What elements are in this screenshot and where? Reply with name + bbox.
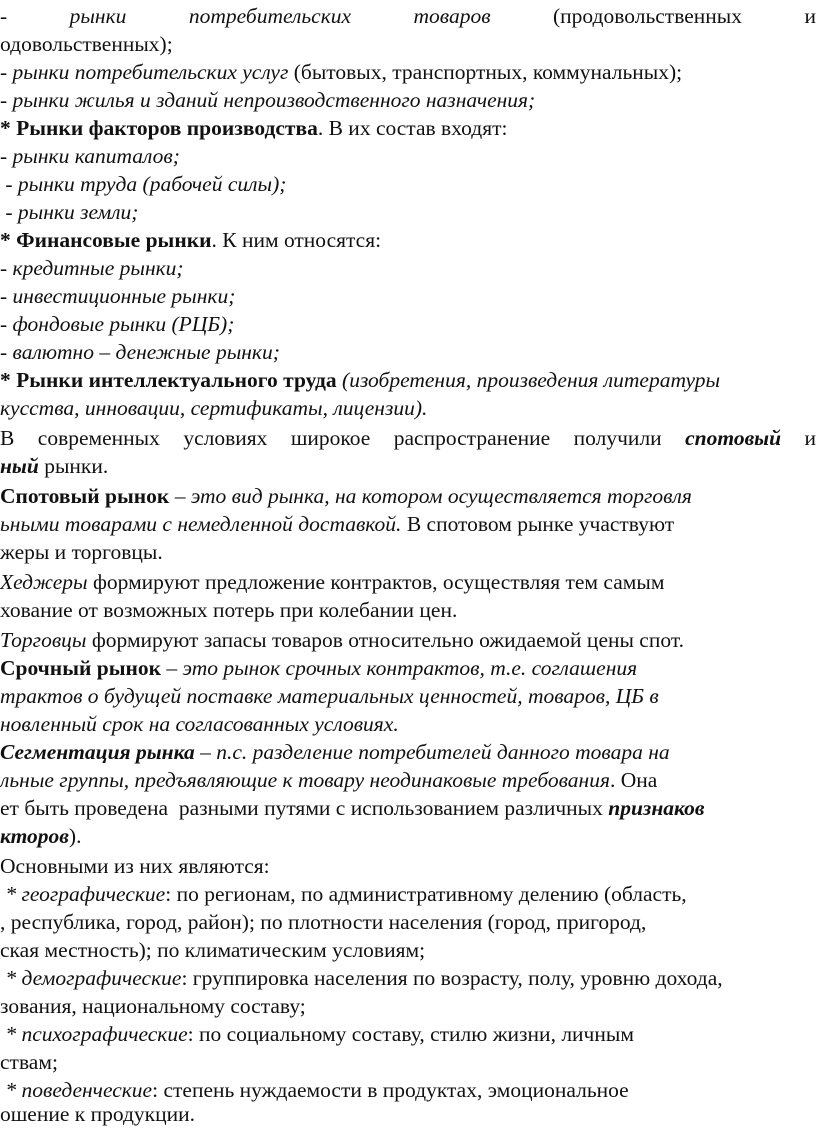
section-heading-line xyxy=(0,114,816,142)
text-line xyxy=(0,282,816,310)
list-item: - рынки труда (рабочей силы); xyxy=(0,172,287,196)
line-text-italic: – это рынок срочных контрактов, т.е. соглашения xyxy=(161,656,638,680)
text-line xyxy=(0,794,816,822)
term: ный xyxy=(0,454,39,478)
line-text: . Она xyxy=(609,768,658,792)
line-text: : степень нуждаемости в продуктах, эмоциональное xyxy=(152,1078,629,1102)
term: Торговцы xyxy=(0,628,87,652)
text-line xyxy=(0,1100,816,1128)
line-text-italic: трактов о будущей поставке материальных ценностей, товаров, ЦБ в xyxy=(0,684,659,708)
word: и xyxy=(804,4,816,28)
line-text: одовольственных); xyxy=(0,32,173,56)
line-text: ). xyxy=(68,824,82,848)
list-item: - рынки капиталов; xyxy=(0,144,180,168)
text-line xyxy=(0,30,816,58)
list-item: - валютно – денежные рынки; xyxy=(0,340,280,364)
term: Спотовый рынок xyxy=(0,484,170,508)
text-line xyxy=(0,852,816,880)
text-line xyxy=(0,822,816,850)
list-item: - фондовые рынки (РЦБ); xyxy=(0,312,235,336)
line-text: зования, национальному составу; xyxy=(0,994,306,1018)
text-line xyxy=(0,58,816,86)
text-line xyxy=(0,142,816,170)
text-line xyxy=(0,170,816,198)
section-heading-line xyxy=(0,226,816,254)
term: * психографические xyxy=(0,1022,188,1046)
word: и xyxy=(804,426,816,450)
text-line xyxy=(0,682,816,710)
text-line xyxy=(0,482,816,510)
text-line xyxy=(0,710,816,738)
line-text-italic: - рынки потребительских услуг xyxy=(0,60,289,84)
text-line xyxy=(0,1048,816,1076)
text-line xyxy=(0,86,816,114)
text-line xyxy=(0,766,816,794)
text-line xyxy=(0,2,816,30)
text-line xyxy=(0,596,816,624)
line-text: . К ним относятся: xyxy=(211,228,382,252)
line-text: формируют запасы товаров относительно ожидаемой цены спот. xyxy=(86,628,684,652)
line-text-italic: ьными товарами с немедленной доставкой. xyxy=(0,512,402,536)
line-text-italic: – п.с. разделение потребителей данного товара на xyxy=(194,740,670,764)
list-item: - кредитные рынки; xyxy=(0,256,184,280)
line-text: ствам; xyxy=(0,1050,58,1074)
line-text: жеры и торговцы. xyxy=(0,540,163,564)
line-text-italic: кусства, инновации, сертификаты, лицензии). xyxy=(0,396,428,420)
line-text-italic: (изобретения, произведения литературы xyxy=(336,368,721,392)
text-line xyxy=(0,254,816,282)
line-text: ет быть проведена разными путями с использованием различных xyxy=(0,796,609,820)
line-text: : группировка населения по возрасту, полу, уровню дохода, xyxy=(181,966,723,990)
text-line xyxy=(0,394,816,422)
term: кторов xyxy=(0,824,69,848)
term: * демографические xyxy=(0,966,182,990)
line-text: : по регионам, по административному делению (область, xyxy=(165,882,687,906)
text-line xyxy=(0,424,816,452)
line-text: ошение к продукции. xyxy=(0,1102,196,1126)
term: Хеджеры xyxy=(0,570,88,594)
text-line xyxy=(0,198,816,226)
line-text: рынки. xyxy=(38,454,109,478)
term: признаков xyxy=(608,796,705,820)
text-line xyxy=(0,310,816,338)
text-line xyxy=(0,452,816,480)
text-line xyxy=(0,338,816,366)
word: (продовольственных xyxy=(553,4,742,28)
line-text: хование от возможных потерь при колебании цен. xyxy=(0,598,458,622)
word: получили xyxy=(573,426,662,450)
text-line xyxy=(0,908,816,936)
text-line xyxy=(0,654,816,682)
line-text: формируют предложение контрактов, осуществляя тем самым xyxy=(87,570,665,594)
line-text-italic: – это вид рынка, на котором осуществляется торговля xyxy=(169,484,692,508)
list-item: - инвестиционные рынки; xyxy=(0,284,236,308)
term: Срочный рынок xyxy=(0,656,162,680)
term: Сегментация рынка xyxy=(0,740,195,764)
text-line xyxy=(0,538,816,566)
line-text: Основными из них являются: xyxy=(0,854,270,878)
text-line xyxy=(0,738,816,766)
line-text: , республика, город, район); по плотности населения (город, пригород, xyxy=(0,910,647,934)
text-line xyxy=(0,626,816,654)
word: спотовый xyxy=(685,426,782,450)
line-text-italic: - рынки жилья и зданий непроизводственного назначения; xyxy=(0,88,536,112)
word: распространение xyxy=(393,426,551,450)
word: потребительских xyxy=(188,4,352,28)
text-line xyxy=(0,964,816,992)
word: товаров xyxy=(413,4,491,28)
line-text: ская местность); по климатическим условиям; xyxy=(0,938,426,962)
line-text: (бытовых, транспортных, коммунальных); xyxy=(288,60,683,84)
word: - xyxy=(0,4,8,28)
line-text-italic: новленный срок на согласованных условиях. xyxy=(0,712,399,736)
section-heading: * Финансовые рынки xyxy=(0,228,212,252)
text-line xyxy=(0,936,816,964)
line-text: : по социальному составу, стилю жизни, личным xyxy=(187,1022,634,1046)
line-text: В спотовом рынке участвуют xyxy=(401,512,675,536)
text-line xyxy=(0,568,816,596)
section-heading: * Рынки интеллектуального труда xyxy=(0,368,337,392)
word: В xyxy=(0,426,15,450)
word: современных xyxy=(37,426,160,450)
text-line xyxy=(0,992,816,1020)
line-text: . В их состав входят: xyxy=(317,116,508,140)
text-line xyxy=(0,1020,816,1048)
text-line xyxy=(0,880,816,908)
word: широкое xyxy=(290,426,371,450)
section-heading-line xyxy=(0,366,816,394)
word: условиях xyxy=(183,426,268,450)
word: рынки xyxy=(69,4,127,28)
term: * географические xyxy=(0,882,166,906)
line-text-italic: льные группы, предъявляющие к товару неодинаковые требования xyxy=(0,768,610,792)
text-line xyxy=(0,510,816,538)
section-heading: * Рынки факторов производства xyxy=(0,116,318,140)
list-item: - рынки земли; xyxy=(0,200,139,224)
term: * поведенческие xyxy=(0,1078,153,1102)
